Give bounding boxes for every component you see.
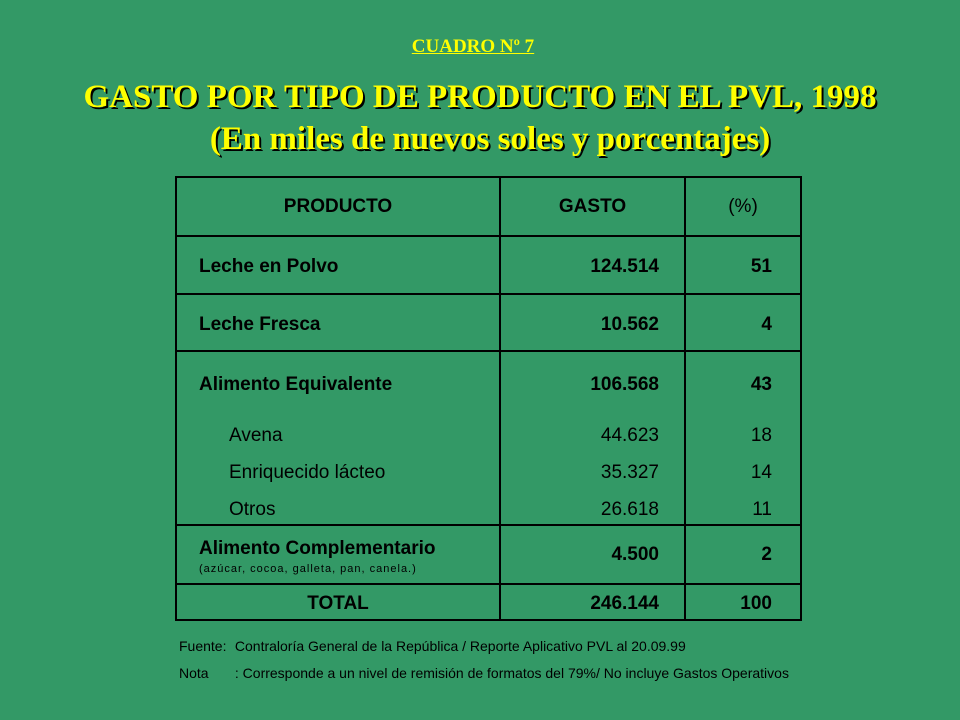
row-gasto: 4.500 xyxy=(611,544,659,565)
header-producto: PRODUCTO xyxy=(283,196,393,217)
expense-table xyxy=(175,176,802,621)
row-gasto: 106.568 xyxy=(590,374,659,395)
table-number: CUADRO Nº 7 xyxy=(411,36,535,57)
row-pct: 43 xyxy=(750,374,772,395)
row-divider xyxy=(177,583,800,585)
row-pct: 2 xyxy=(761,544,772,565)
row-pct: 14 xyxy=(750,462,772,483)
row-pct: 4 xyxy=(761,314,772,335)
row-producto: Alimento Complementario xyxy=(199,538,436,559)
note-label: Nota xyxy=(179,665,209,681)
page-title: GASTO POR TIPO DE PRODUCTO EN EL PVL, 1998 xyxy=(83,79,877,115)
row-pct: 18 xyxy=(750,425,772,446)
row-divider xyxy=(177,293,800,295)
row-producto: Otros xyxy=(229,499,276,520)
source-text: Contraloría General de la República / Reporte Aplicativo PVL al 20.09.99 xyxy=(234,638,686,654)
row-pct: 51 xyxy=(750,256,772,277)
row-divider xyxy=(177,350,800,352)
note-text: : Corresponde a un nivel de remisión de formatos del 79%/ No incluye Gastos Operativos xyxy=(234,665,789,681)
row-producto: Alimento Equivalente xyxy=(199,374,393,395)
row-producto: Leche Fresca xyxy=(199,314,321,335)
row-gasto: 26.618 xyxy=(600,499,659,520)
row-pct: 11 xyxy=(752,499,772,520)
row-divider xyxy=(177,524,800,526)
row-divider xyxy=(177,235,800,237)
row-producto: Enriquecido lácteo xyxy=(229,462,386,483)
total-gasto: 246.144 xyxy=(590,593,659,614)
row-note: (azúcar, cocoa, galleta, pan, canela.) xyxy=(199,563,417,575)
header-pct: (%) xyxy=(728,196,758,217)
row-gasto: 35.327 xyxy=(600,462,659,483)
total-label: TOTAL xyxy=(307,593,369,614)
note xyxy=(179,665,789,681)
row-gasto: 10.562 xyxy=(600,314,659,335)
row-gasto: 44.623 xyxy=(600,425,659,446)
row-producto: Avena xyxy=(229,425,283,446)
source-note xyxy=(179,638,686,654)
header-gasto: GASTO xyxy=(558,196,627,217)
row-gasto: 124.514 xyxy=(590,256,659,277)
source-label: Fuente: xyxy=(179,638,227,654)
row-producto: Leche en Polvo xyxy=(199,256,339,277)
page-subtitle: (En miles de nuevos soles y porcentajes) xyxy=(209,121,771,157)
total-pct: 100 xyxy=(740,593,772,614)
